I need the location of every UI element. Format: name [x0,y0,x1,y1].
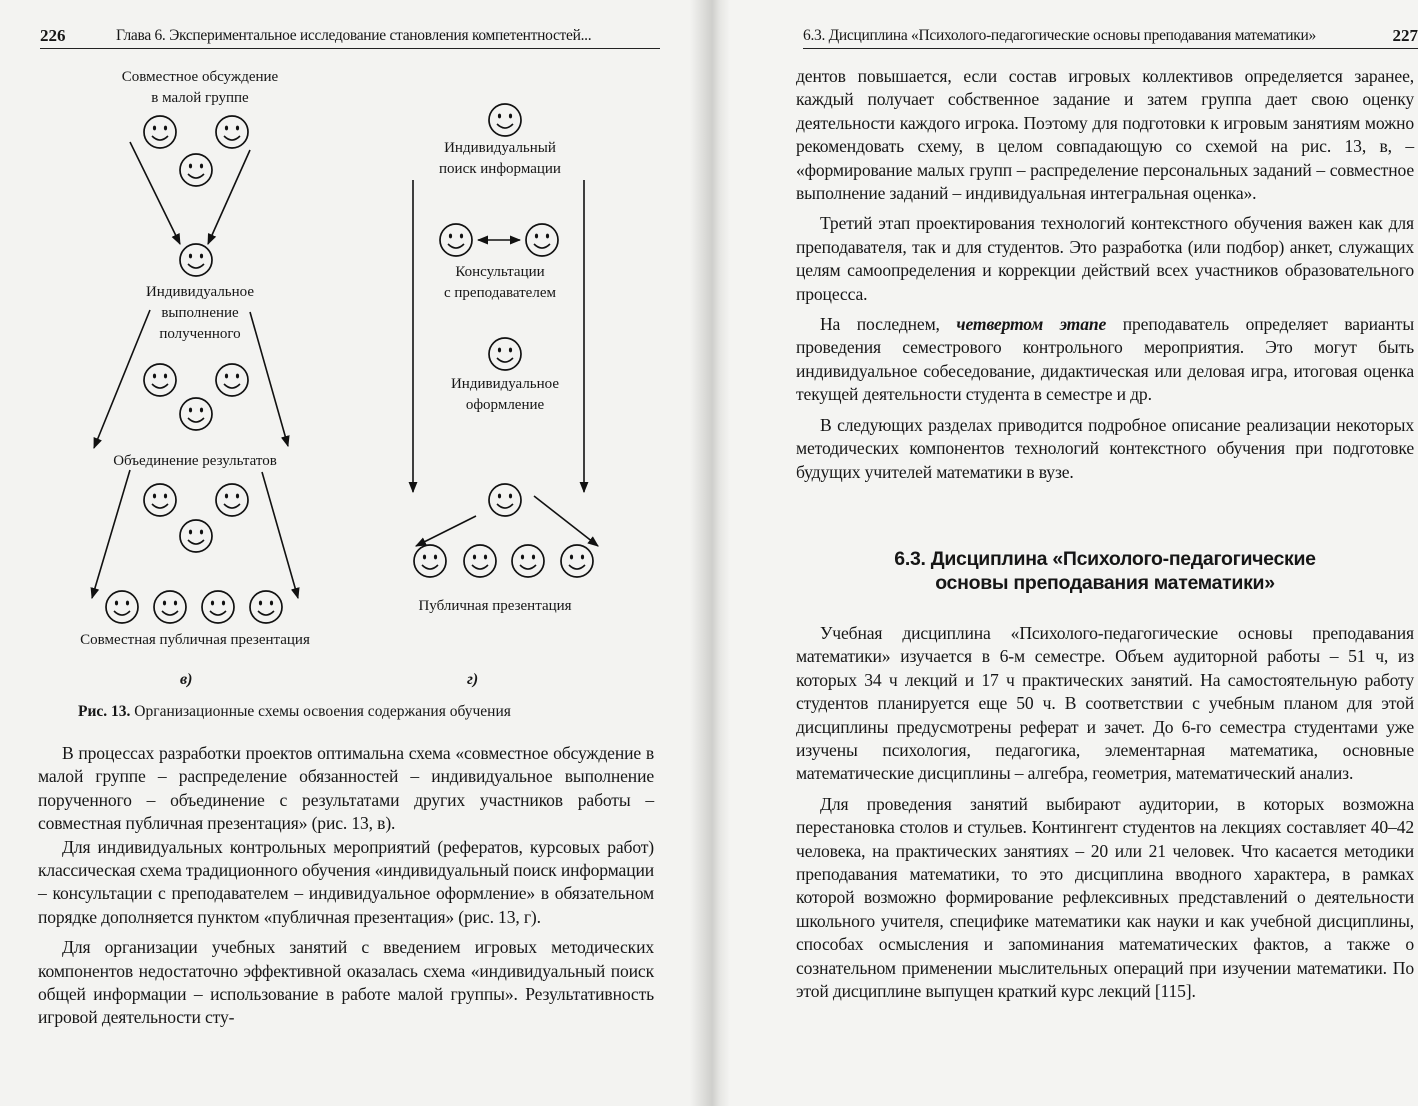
audience-smiley-icon [512,545,544,577]
paragraph: Для проведения занятий выбирают аудитории, в которых возможна перестановка столов и стульев. Контингент студентов на лекциях составляет 40–42 человека, на практических занятиях – 20 или 21 человек. Что касается методики преподавания математики, то это дисциплина вводного характера, в рамках которой возможно формирование рефлексивных представлений о деятельности школьного учителя, специфике математики как науки и как учебной дисциплины, способах осмысления и запоминания математических фактов, а также о сознательном применении мыслительных операций при изучении математики. По этой дисциплине выпущен краткий курс лекций [115]. [796,793,1414,1002]
participant-smiley-icon [144,484,176,516]
label-joint-discussion: Совместное обсуждение в малой группе [121,69,279,106]
participant-smiley-icon [489,484,521,516]
participant-smiley-icon [489,104,521,136]
label-merge-results: Объединение результатов [113,453,277,469]
paragraph: Третий этап проектирования технологий контекстного обучения важен как для преподавателя, так и для студентов. Это разработка (или подбор) анкет, служащих целям самоопределения и коррекции действий всех участников образовательного процесса. [796,213,1414,304]
flow-arrow [92,470,130,598]
participant-smiley-icon [216,364,248,396]
right-running-header [803,24,1418,49]
flow-arrow [262,472,298,598]
right-body-text-top [796,65,1414,484]
sub-figure-label-g: г) [467,671,479,688]
participant-smiley-icon [144,116,176,148]
flow-arrow [534,496,598,546]
paragraph [796,313,1414,407]
audience-smiley-icon [561,545,593,577]
label-public-presentation: Публичная презентация [418,598,572,614]
teacher-smiley-icon [526,224,558,256]
right-page-number: 227 [1392,26,1418,45]
paragraph: В следующих разделах приводится подробное описание реализации некоторых методических компонентов технологий контекстного обучения при подготовке будущих учителей математики в вузе. [796,414,1414,482]
label-joint-presentation: Совместная публичная презентация [80,632,310,648]
participant-smiley-icon [216,116,248,148]
label-consultations: Консультации с преподавателем [444,264,556,301]
paragraph: Для индивидуальных контрольных мероприятий (рефератов, курсовых работ) классическая схема традиционного обучения «индивидуальный поиск информации – консультации с преподавателем – индивидуальное оформление» в обязательном порядке дополняется пунктом «публичная презентация» (рис. 13, г). [38,836,654,927]
participant-smiley-icon [216,484,248,516]
participant-smiley-icon [440,224,472,256]
left-page-number: 226 [40,26,66,45]
right-body-text-bottom [796,622,1414,1004]
right-running-head-title: 6.3. Дисциплина «Психолого-педагогические основы преподавания математики» [803,27,1316,44]
flow-arrow [130,142,180,244]
participant-smiley-icon [250,591,282,623]
paragraph: В процессах разработки проектов оптимальна схема «совместное обсуждение в малой группе – распределение обязанностей – индивидуальное выполнение порученного – объединение с результатами других участников работы – совместная публичная презентация» (рис. 13, в). [38,743,654,834]
participant-smiley-icon [180,398,212,430]
paragraph-text: На последнем, [820,314,957,335]
figure-caption-text: Организационные схемы освоения содержания обучения [130,703,511,720]
figure-caption [78,703,511,721]
figure-caption-number: Рис. 13. [78,703,131,720]
paragraph: Учебная дисциплина «Психолого-педагогические основы преподавания математики» изучается в 6-м семестре. Объем аудиторной работы – 51 ч, из которых 34 ч лекций и 17 ч практических занятий. На самостоятельную работу студентов планируется еще 50 ч. В соответствии с учебным планом для этой дисциплины предусмотрены реферат и зачет. До 6-го семестра студентами уже изучены психология, педагогика, элементарная математика, основные математические дисциплины – алгебра, геометрия, математический анализ. [796,623,1414,784]
audience-smiley-icon [464,545,496,577]
participant-smiley-icon [180,154,212,186]
paragraph: дентов повышается, если состав игровых коллективов определяется заранее, каждый получает собственное задание и затем группа дает свою оценку деятельности каждого игрока. Поэтому для подготовки к игровым занятиям можно рекомендовать схему, в целом совпадающую со схемой на рис. 13, в, – «формирование малых групп – распределение персональных заданий – совместное выполнение заданий – индивидуальная интегральная оценка». [796,66,1414,204]
participant-smiley-icon [180,520,212,552]
scheme-v [92,116,298,623]
paragraph-text: преподаватель определяет варианты проведения семестрового контрольного мероприятия. Это могут быть индивидуальное собеседование, дидактическая или деловая игра, итоговая оценка текущей деятельности студента в семестре и др. [796,314,1414,405]
left-running-head-title: Глава 6. Экспериментальное исследование становления компетентностей... [116,27,592,44]
label-individual-search: Индивидуальный поиск информации [439,140,561,177]
participant-smiley-icon [202,591,234,623]
flow-arrow [416,516,476,546]
participant-smiley-icon [106,591,138,623]
flow-arrow [208,150,250,244]
audience-smiley-icon [414,545,446,577]
participant-smiley-icon [180,244,212,276]
label-individual-formatting: Индивидуальное оформление [450,376,560,413]
emphasis-text: четвертом этапе [956,314,1107,335]
participant-smiley-icon [489,338,521,370]
sub-figure-label-v: в) [180,671,193,688]
section-title: 6.3. Дисциплина «Психолого-педагогические основы преподавания математики» [894,548,1316,594]
participant-smiley-icon [144,364,176,396]
left-body-text [38,742,654,1030]
label-individual-execution: Индивидуальное выполнение полученного [145,284,255,342]
paragraph: Для организации учебных занятий с введением игровых методических компонентов недостаточно эффективной оказалась схема «индивидуальный поиск общей информации – использование в работе малой группы». Результативность игровой деятельности сту- [38,937,654,1028]
participant-smiley-icon [154,591,186,623]
